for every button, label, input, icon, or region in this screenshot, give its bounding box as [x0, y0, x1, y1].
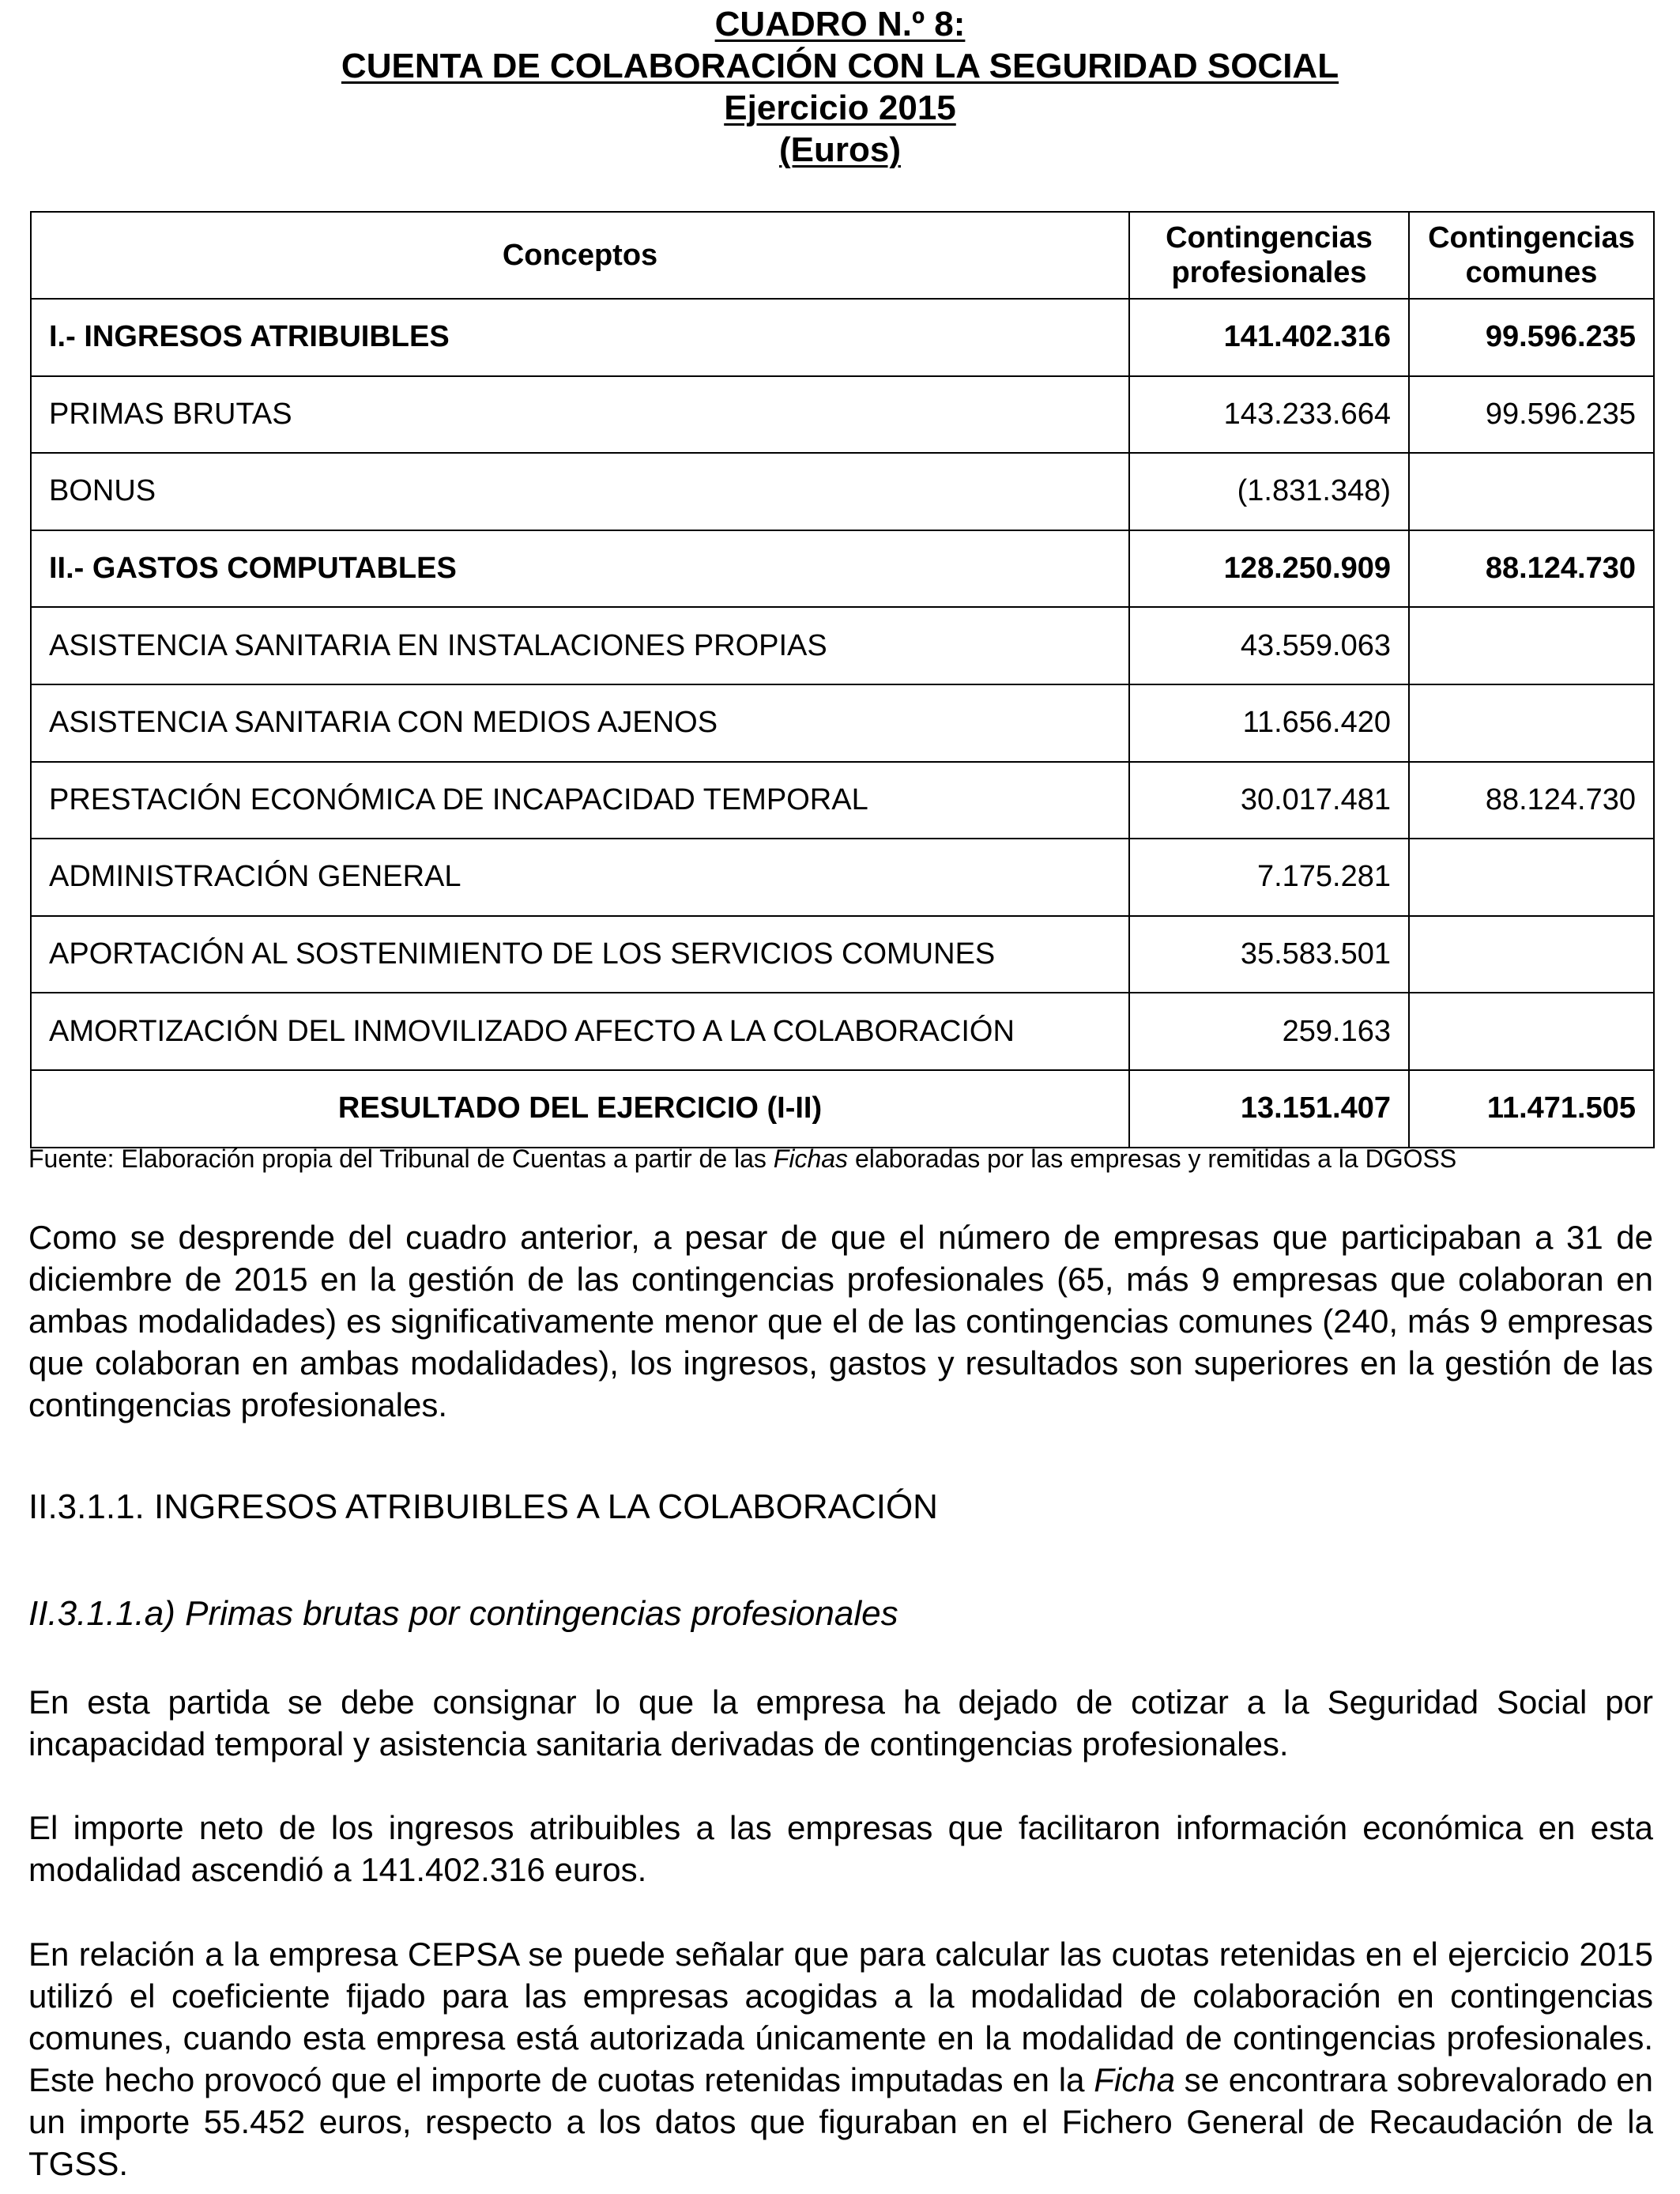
header-contingencias-comunes: Contingencias comunes	[1409, 212, 1654, 299]
paragraph-cepsa-text-end: se encontrara sobrevalorado en un importe 55.452 euros, respecto a los datos que figuraban en el Fichero General de Recaudación de la TGSS.	[28, 2061, 1653, 2182]
row-comm-value: 11.471.505	[1409, 1070, 1654, 1148]
row-prof-value: 7.175.281	[1129, 839, 1409, 916]
paragraph-cepsa-ficha: Ficha	[1094, 2061, 1175, 2098]
table-row	[31, 453, 1654, 530]
row-concept: PRIMAS BRUTAS	[31, 376, 1129, 454]
source-note-fichas: Fichas	[773, 1144, 849, 1173]
table-row	[31, 839, 1654, 916]
row-comm-value	[1409, 916, 1654, 993]
row-concept: APORTACIÓN AL SOSTENIMIENTO DE LOS SERVICIOS COMUNES	[31, 916, 1129, 993]
row-prof-value: 35.583.501	[1129, 916, 1409, 993]
row-prof-value: 141.402.316	[1129, 299, 1409, 376]
source-note-text-end: elaboradas por las empresas y remitidas a la DGOSS	[848, 1144, 1457, 1173]
row-comm-value: 88.124.730	[1409, 530, 1654, 608]
row-comm-value: 99.596.235	[1409, 299, 1654, 376]
table-row	[31, 530, 1654, 608]
row-concept: ADMINISTRACIÓN GENERAL	[31, 839, 1129, 916]
row-prof-value: 30.017.481	[1129, 762, 1409, 839]
table-row-result	[31, 1070, 1654, 1148]
table-row	[31, 607, 1654, 684]
paragraph-importe: El importe neto de los ingresos atribuibles a las empresas que facilitaron información económica en esta modalidad ascendió a 141.402.316 euros.	[28, 1809, 1653, 1888]
header-contingencias-profesionales: Contingencias profesionales	[1129, 212, 1409, 299]
row-comm-value	[1409, 453, 1654, 530]
table-row	[31, 376, 1654, 454]
row-concept: BONUS	[31, 453, 1129, 530]
row-concept: ASISTENCIA SANITARIA CON MEDIOS AJENOS	[31, 684, 1129, 762]
title-line-ejercicio: Ejercicio 2015	[724, 89, 956, 127]
table-header-row	[31, 212, 1654, 299]
row-comm-value	[1409, 839, 1654, 916]
paragraph-cepsa-text: En relación a la empresa CEPSA se puede señalar que para calcular las cuotas retenidas en el ejercicio 2015 utilizó el coeficiente fijado para las empresas acogidas a la modalidad de colaboración en contingencias comunes, cuando esta empresa está autorizada únicamente en la modalidad de contingencias profesionales. Este hecho provocó que el importe de cuotas retenidas imputadas en la	[28, 1936, 1653, 2098]
title-line-cuenta: CUENTA DE COLABORACIÓN CON LA SEGURIDAD SOCIAL	[341, 47, 1339, 85]
table-title	[0, 3, 1680, 171]
section-heading: II.3.1.1. INGRESOS ATRIBUIBLES A LA COLABORACIÓN	[28, 1487, 938, 1526]
row-comm-value	[1409, 684, 1654, 762]
row-prof-value: 128.250.909	[1129, 530, 1409, 608]
row-prof-value: 259.163	[1129, 993, 1409, 1070]
row-prof-value: (1.831.348)	[1129, 453, 1409, 530]
row-concept: ASISTENCIA SANITARIA EN INSTALACIONES PROPIAS	[31, 607, 1129, 684]
row-concept: AMORTIZACIÓN DEL INMOVILIZADO AFECTO A LA COLABORACIÓN	[31, 993, 1129, 1070]
paragraph-cepsa	[28, 1933, 1653, 2185]
row-concept: I.- INGRESOS ATRIBUIBLES	[31, 299, 1129, 376]
title-line-cuadro: CUADRO N.º 8:	[714, 5, 966, 43]
table-row	[31, 762, 1654, 839]
table-row	[31, 916, 1654, 993]
paragraph-partida: En esta partida se debe consignar lo que la empresa ha dejado de cotizar a la Seguridad Social por incapacidad temporal y asistencia sanitaria derivadas de contingencias profesionales.	[28, 1683, 1653, 1762]
cuenta-colaboracion-table	[30, 211, 1655, 1148]
table-row	[31, 299, 1654, 376]
row-comm-value: 99.596.235	[1409, 376, 1654, 454]
row-comm-value	[1409, 993, 1654, 1070]
title-line-euros: (Euros)	[779, 130, 901, 169]
table-row	[31, 684, 1654, 762]
row-prof-value: 11.656.420	[1129, 684, 1409, 762]
row-comm-value: 88.124.730	[1409, 762, 1654, 839]
table-row	[31, 993, 1654, 1070]
header-conceptos: Conceptos	[31, 212, 1129, 299]
source-note-text: Fuente: Elaboración propia del Tribunal de Cuentas a partir de las	[28, 1144, 774, 1173]
source-note	[28, 1144, 1456, 1174]
row-concept: RESULTADO DEL EJERCICIO (I-II)	[31, 1070, 1129, 1148]
paragraph-comparison: Como se desprende del cuadro anterior, a pesar de que el número de empresas que participaban a 31 de diciembre de 2015 en la gestión de las contingencias profesionales (65, más 9 empresas que colaboran en ambas modalidades) es significativamente menor que el de las contingencias comunes (240, más 9 empresas que colaboran en ambas modalidades), los ingresos, gastos y resultados son superiores en la gestión de las contingencias profesionales.	[28, 1219, 1653, 1423]
row-prof-value: 13.151.407	[1129, 1070, 1409, 1148]
row-comm-value	[1409, 607, 1654, 684]
row-prof-value: 143.233.664	[1129, 376, 1409, 454]
row-concept: PRESTACIÓN ECONÓMICA DE INCAPACIDAD TEMPORAL	[31, 762, 1129, 839]
row-prof-value: 43.559.063	[1129, 607, 1409, 684]
row-concept: II.- GASTOS COMPUTABLES	[31, 530, 1129, 608]
subsection-heading: II.3.1.1.a) Primas brutas por contingencias profesionales	[28, 1594, 898, 1633]
